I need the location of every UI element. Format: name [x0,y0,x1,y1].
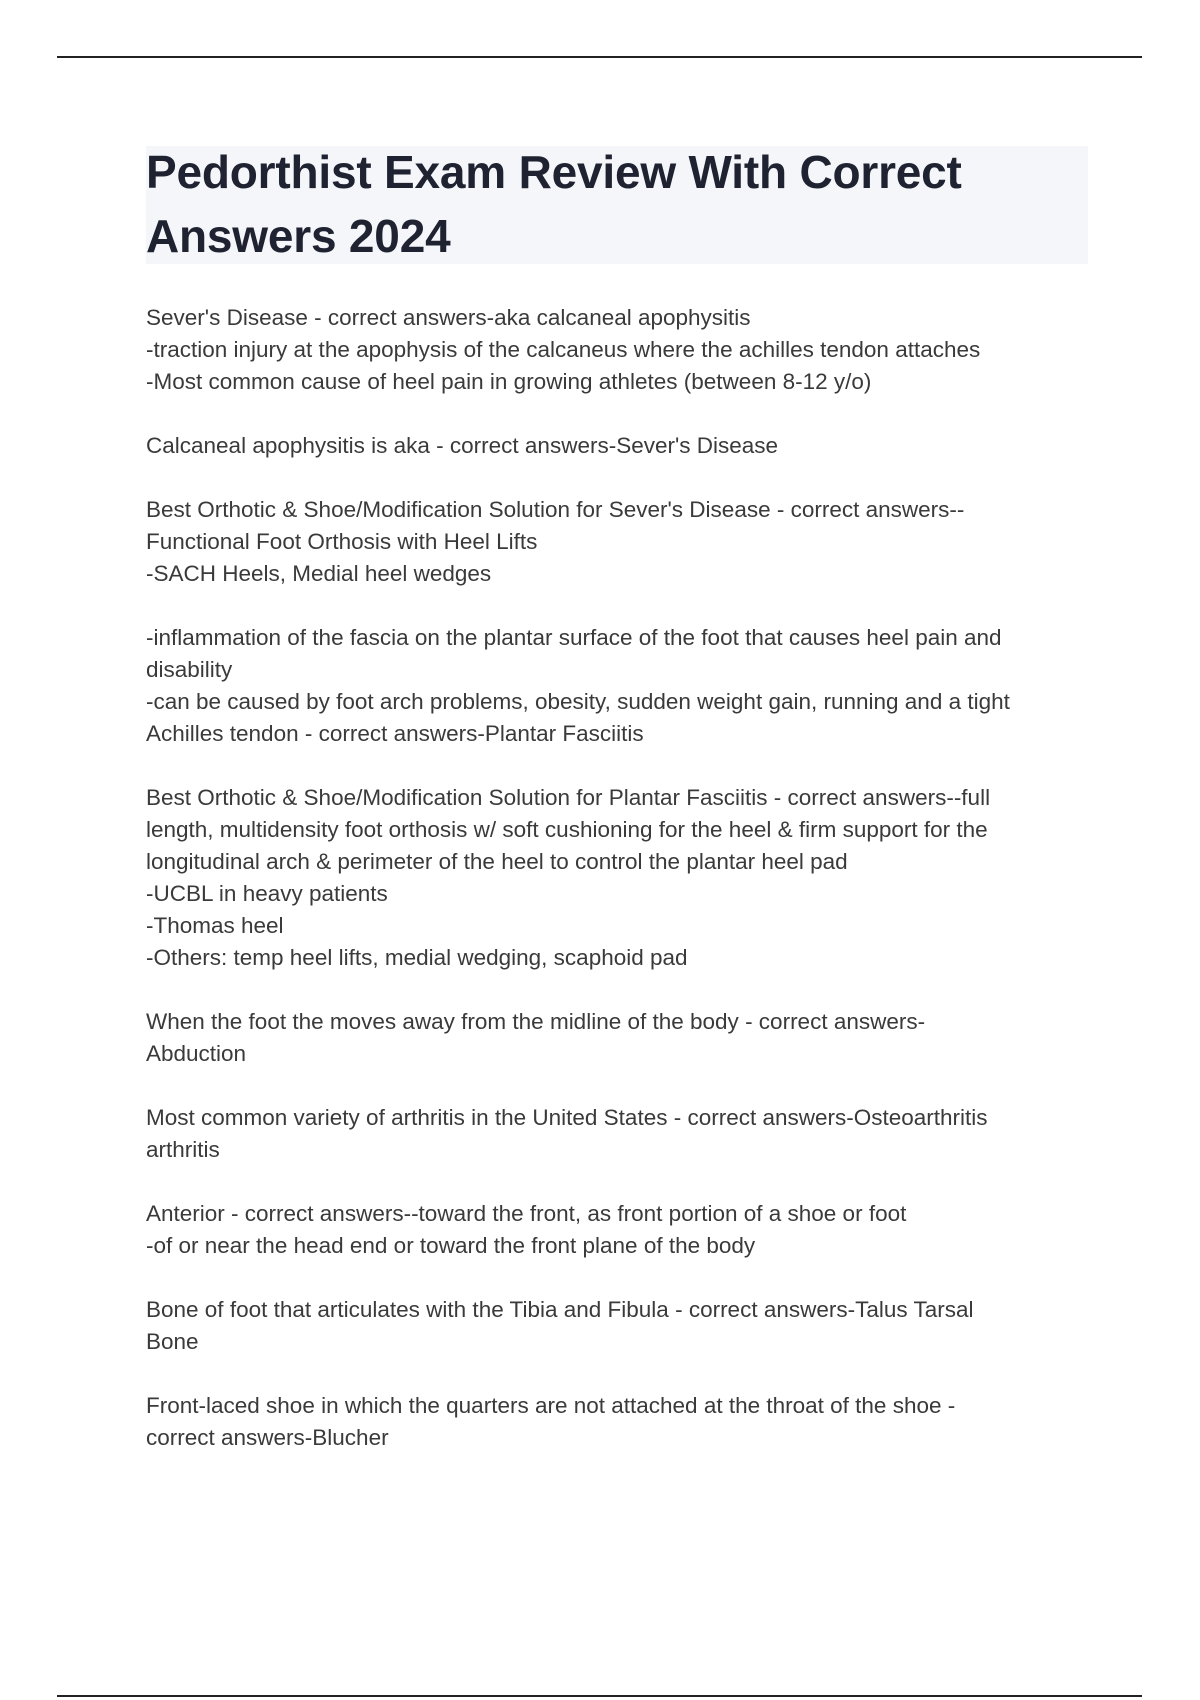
footer-rule [57,1695,1142,1697]
qa-line: -SACH Heels, Medial heel wedges [146,561,492,586]
qa-line: -of or near the head end or toward the front plane of the body [146,1233,756,1258]
qa-entry [146,1102,1096,1166]
qa-entry [146,782,1096,974]
qa-line: correct answers-Blucher [146,1425,389,1450]
qa-entry [146,622,1096,750]
qa-entry [146,1198,1096,1262]
qa-line: Functional Foot Orthosis with Heel Lifts [146,529,538,554]
qa-entry [146,494,1096,590]
qa-line: -inflammation of the fascia on the plantar surface of the foot that causes heel pain and [146,625,1002,650]
qa-entry [146,430,1096,462]
qa-line: arthritis [146,1137,220,1162]
qa-line: Best Orthotic & Shoe/Modification Solution for Sever's Disease - correct answers-- [146,497,965,522]
qa-line: Bone of foot that articulates with the Tibia and Fibula - correct answers-Talus Tarsal [146,1297,974,1322]
page-title-line: Pedorthist Exam Review With Correct [146,146,962,198]
qa-entry [146,1294,1096,1358]
qa-line: Most common variety of arthritis in the United States - correct answers-Osteoarthritis [146,1105,988,1130]
qa-line: Abduction [146,1041,247,1066]
qa-line: disability [146,657,233,682]
qa-line: -Thomas heel [146,913,284,938]
qa-line: -UCBL in heavy patients [146,881,388,906]
qa-entry [146,1006,1096,1070]
qa-line: -Most common cause of heel pain in growing athletes (between 8-12 y/o) [146,369,872,394]
qa-line: Anterior - correct answers--toward the front, as front portion of a shoe or foot [146,1201,907,1226]
qa-line: -Others: temp heel lifts, medial wedging, scaphoid pad [146,945,688,970]
qa-line: Achilles tendon - correct answers-Plantar Fasciitis [146,721,644,746]
qa-line: Best Orthotic & Shoe/Modification Solution for Plantar Fasciitis - correct answers--full [146,785,991,810]
header-rule [57,56,1142,58]
page-title-line: Answers 2024 [146,210,451,262]
qa-line: -can be caused by foot arch problems, obesity, sudden weight gain, running and a tight [146,689,1010,714]
qa-line: -traction injury at the apophysis of the calcaneus where the achilles tendon attaches [146,337,981,362]
qa-line: Calcaneal apophysitis is aka - correct answers-Sever's Disease [146,433,779,458]
qa-line: Sever's Disease - correct answers-aka calcaneal apophysitis [146,305,751,330]
qa-entry [146,302,1096,398]
qa-line: Bone [146,1329,199,1354]
qa-entry [146,1390,1096,1454]
qa-line: Front-laced shoe in which the quarters are not attached at the throat of the shoe - [146,1393,956,1418]
page-title [146,140,1086,268]
qa-line: longitudinal arch & perimeter of the heel to control the plantar heel pad [146,849,848,874]
qa-list [146,302,1096,1486]
qa-line: length, multidensity foot orthosis w/ soft cushioning for the heel & firm support for the [146,817,988,842]
qa-line: When the foot the moves away from the midline of the body - correct answers- [146,1009,926,1034]
